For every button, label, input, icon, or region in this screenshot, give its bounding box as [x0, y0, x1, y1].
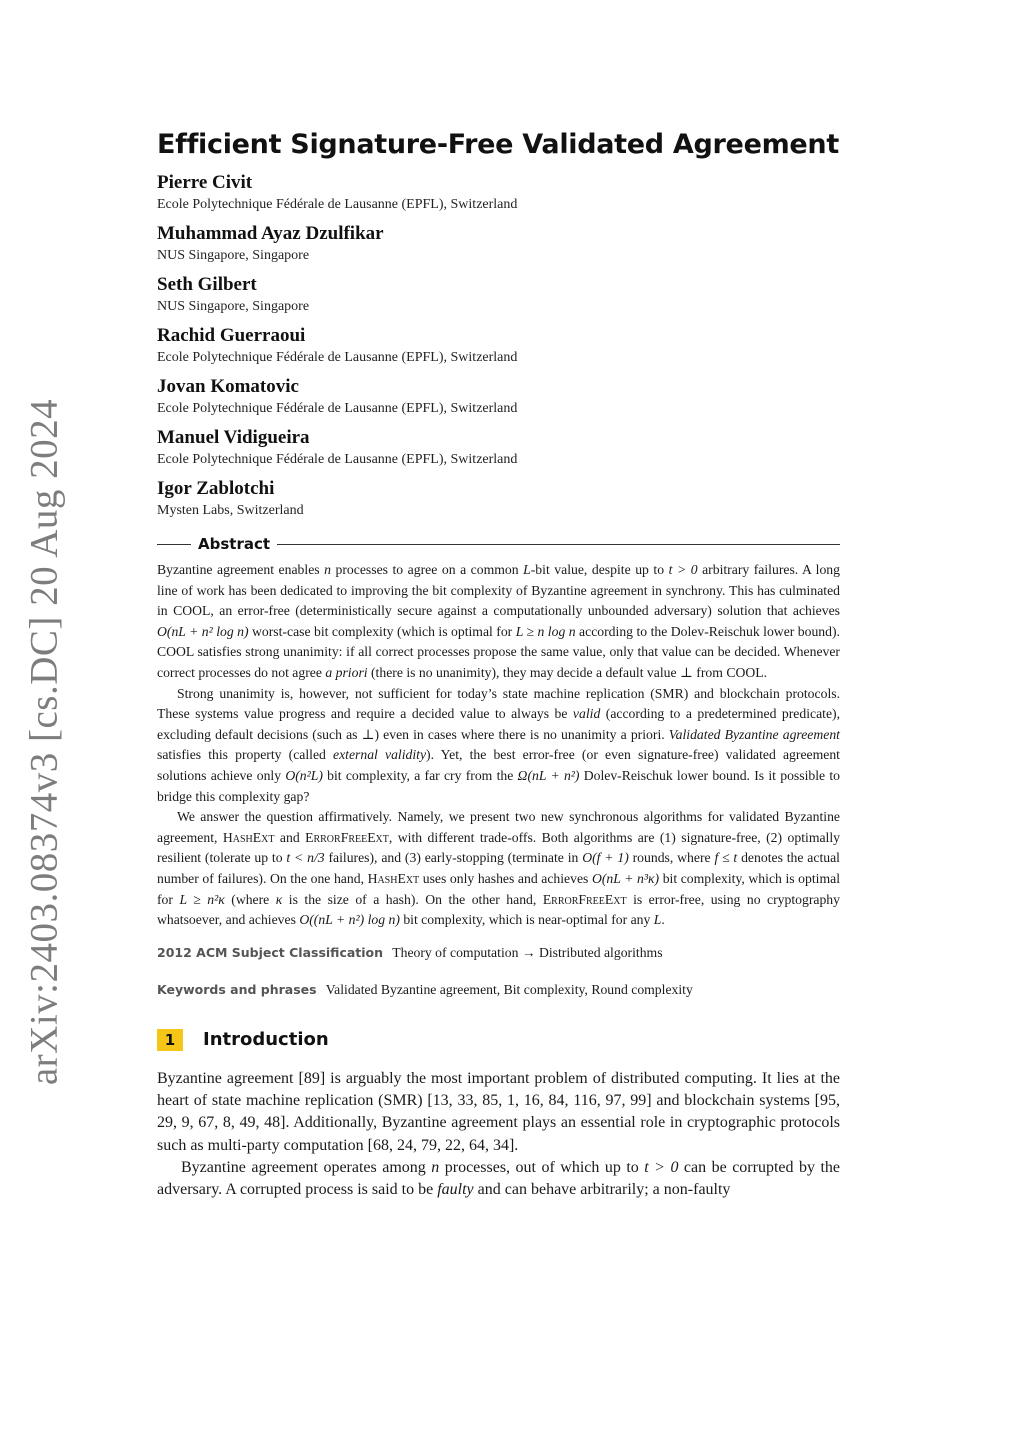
- text-run: (according to a predetermined predicate), excluding default decisions (such as ⊥) even in cases where there is no unanimity a priori.: [157, 706, 841, 742]
- text-run: Byzantine agreement [89] is arguably the most important problem of distributed computing. It lies at the heart of state machine replication (SMR) [13, 33, 85, 1, 16, 84, 116, 97, 99] and blockchain systems [95, 29, 9, 67, 8, 49, 48]. Additionally, Byzantine agreement plays an essential role in cryptographic protocols such as multi-party computation [68, 24, 79, 22, 64, 34].: [157, 1069, 840, 1154]
- text-run: denotes the actual number of failures). On the one hand,: [157, 850, 840, 886]
- acm-label: 2012 ACM Subject Classification: [157, 944, 384, 960]
- italic-text: a priori: [325, 664, 368, 680]
- text-run: can be corrupted by the adversary. A corrupted process is said to be: [157, 1158, 841, 1199]
- author-name: Jovan Komatovic: [157, 376, 299, 397]
- author-affiliation: Ecole Polytechnique Fédérale de Lausanne (EPFL), Switzerland: [157, 452, 518, 467]
- text-run: is error-free, using no cryptography whatsoever, and achieves: [157, 891, 840, 928]
- keywords-value: Validated Byzantine agreement, Bit complexity, Round complexity: [325, 981, 693, 997]
- body-paragraph: [157, 1157, 840, 1202]
- section-number-badge: 1: [157, 1029, 183, 1051]
- abstract-body: [157, 560, 840, 931]
- text-run: bit complexity, which is optimal for: [157, 870, 840, 907]
- text-run: (there is no unanimity), they may decide a default value ⊥ from COOL.: [367, 664, 768, 680]
- paper-metadata: [157, 943, 840, 1000]
- italic-text: O(f + 1): [582, 850, 629, 866]
- text-run: arbitrary failures. A long line of work has been dedicated to improving the bit complexity of Byzantine agreement in synchrony. This has culminated in COOL, an error-free (deterministically secure against a computationally unbounded adversary) solution that achieves: [157, 562, 840, 619]
- body-paragraph: [157, 1068, 840, 1157]
- author-entry: [157, 324, 840, 375]
- text-run: according to the Dolev-Reischuk lower bound). COOL satisfies strong unanimity: if all correct processes propose the same value, only that value can be decided. Whenever correct processes do not agree: [157, 623, 840, 680]
- text-run: and: [274, 829, 306, 845]
- text-run: bit complexity, which is near-optimal for any: [399, 912, 654, 928]
- italic-text: f ≤ t: [714, 850, 738, 866]
- author-name: Muhammad Ayaz Dzulfikar: [157, 223, 384, 244]
- abstract-paragraph: [157, 807, 840, 931]
- italic-text: Validated Byzantine agreement: [668, 726, 840, 742]
- author-name: Pierre Civit: [157, 172, 253, 193]
- algorithm-name: HashExt: [367, 870, 420, 886]
- algorithm-name: ErrorFreeExt: [305, 829, 389, 845]
- italic-text: L: [523, 562, 531, 577]
- author-entry: [157, 426, 840, 477]
- author-list: [157, 171, 840, 528]
- author-entry: [157, 171, 840, 222]
- author-affiliation: Mysten Labs, Switzerland: [157, 503, 304, 518]
- section-title: Introduction: [203, 1029, 329, 1051]
- text-run: Byzantine agreement enables: [157, 562, 325, 577]
- italic-text: L: [653, 912, 662, 928]
- italic-text: n: [324, 562, 331, 577]
- algorithm-name: HashExt: [222, 829, 275, 845]
- author-name: Rachid Guerraoui: [157, 325, 306, 346]
- text-run: .: [661, 912, 665, 928]
- author-entry: [157, 375, 840, 426]
- author-entry: [157, 477, 840, 528]
- paper-title: Efficient Signature-Free Validated Agreement: [157, 129, 839, 160]
- italic-text: O((nL + n²) log n): [299, 912, 400, 928]
- abstract-heading: [157, 534, 840, 554]
- text-run: and can behave arbitrarily; a non-faulty: [473, 1181, 731, 1199]
- italic-text: L ≥ n²κ: [179, 891, 225, 907]
- italic-text: Ω(nL + n²): [517, 767, 580, 783]
- author-name: Seth Gilbert: [157, 274, 257, 295]
- author-entry: [157, 273, 840, 324]
- italic-text: external validity: [333, 747, 427, 763]
- text-run: (where: [224, 891, 276, 907]
- text-run: uses only hashes and achieves: [419, 870, 592, 886]
- text-run: is the size of a hash). On the other hand,: [282, 891, 543, 907]
- author-name: Igor Zablotchi: [157, 478, 275, 499]
- author-affiliation: Ecole Polytechnique Fédérale de Lausanne (EPFL), Switzerland: [157, 401, 518, 416]
- abstract-label: Abstract: [198, 535, 271, 553]
- acm-classification: [157, 943, 840, 963]
- text-run: satisfies this property (called: [157, 747, 334, 763]
- author-affiliation: Ecole Polytechnique Fédérale de Lausanne (EPFL), Switzerland: [157, 350, 518, 365]
- acm-value: Theory of computation → Distributed algorithms: [392, 944, 663, 960]
- text-run: We answer the question affirmatively. Namely, we present two new synchronous algorithms for validated Byzantine agreement,: [157, 809, 840, 845]
- italic-text: O(nL + n² log n): [157, 623, 249, 639]
- text-run: failures), and (3) early-stopping (terminate in: [324, 850, 583, 866]
- italic-text: t > 0: [644, 1158, 679, 1176]
- text-run: Byzantine agreement operates among: [181, 1158, 432, 1176]
- italic-text: κ: [275, 891, 283, 907]
- text-run: Dolev-Reischuk lower bound. Is it possible to bridge this complexity gap?: [157, 767, 840, 804]
- abstract-rule-right: [277, 544, 840, 545]
- text-run: processes, out of which up to: [439, 1158, 645, 1176]
- section-heading: [157, 1027, 840, 1053]
- arxiv-identifier: arXiv:2403.08374v3 [cs.DC] 20 Aug 2024: [22, 398, 66, 1086]
- keywords-label: Keywords and phrases: [157, 981, 317, 997]
- italic-text: L ≥ n log n: [515, 623, 576, 639]
- abstract-rule-left: [157, 544, 191, 545]
- author-affiliation: NUS Singapore, Singapore: [157, 299, 310, 314]
- author-entry: [157, 222, 840, 273]
- section-body: [157, 1068, 840, 1202]
- text-run: , with different trade-offs. Both algorithms are (1) signature-free, (2) optimally resilient (tolerate up to: [157, 829, 840, 866]
- text-run: Strong unanimity is, however, not sufficient for today’s state machine replication (SMR) and blockchain protocols. These systems value progress and require a decided value to always be: [157, 685, 840, 722]
- italic-text: t < n/3: [286, 850, 325, 866]
- author-affiliation: NUS Singapore, Singapore: [157, 248, 310, 263]
- keywords: [157, 980, 840, 1000]
- author-affiliation: Ecole Polytechnique Fédérale de Lausanne (EPFL), Switzerland: [157, 197, 518, 212]
- italic-text: valid: [572, 706, 601, 722]
- text-run: ). Yet, the best error-free (or even signature-free) validated agreement solutions achieve only: [157, 747, 840, 783]
- text-run: -bit value, despite up to: [530, 562, 669, 577]
- abstract-paragraph: [157, 684, 840, 808]
- italic-text: O(nL + n³κ): [591, 870, 660, 886]
- author-name: Manuel Vidigueira: [157, 427, 310, 448]
- text-run: processes to agree on a common: [330, 562, 524, 577]
- italic-text: n: [431, 1158, 440, 1176]
- italic-text: O(n²L): [285, 767, 323, 783]
- italic-text: faulty: [437, 1181, 474, 1199]
- abstract-paragraph: [157, 560, 840, 684]
- text-run: bit complexity, a far cry from the: [322, 767, 518, 783]
- text-run: rounds, where: [628, 850, 715, 866]
- algorithm-name: ErrorFreeExt: [542, 891, 627, 907]
- paper-page: [157, 128, 840, 1201]
- text-run: worst-case bit complexity (which is optimal for: [248, 623, 516, 639]
- italic-text: t > 0: [668, 562, 698, 577]
